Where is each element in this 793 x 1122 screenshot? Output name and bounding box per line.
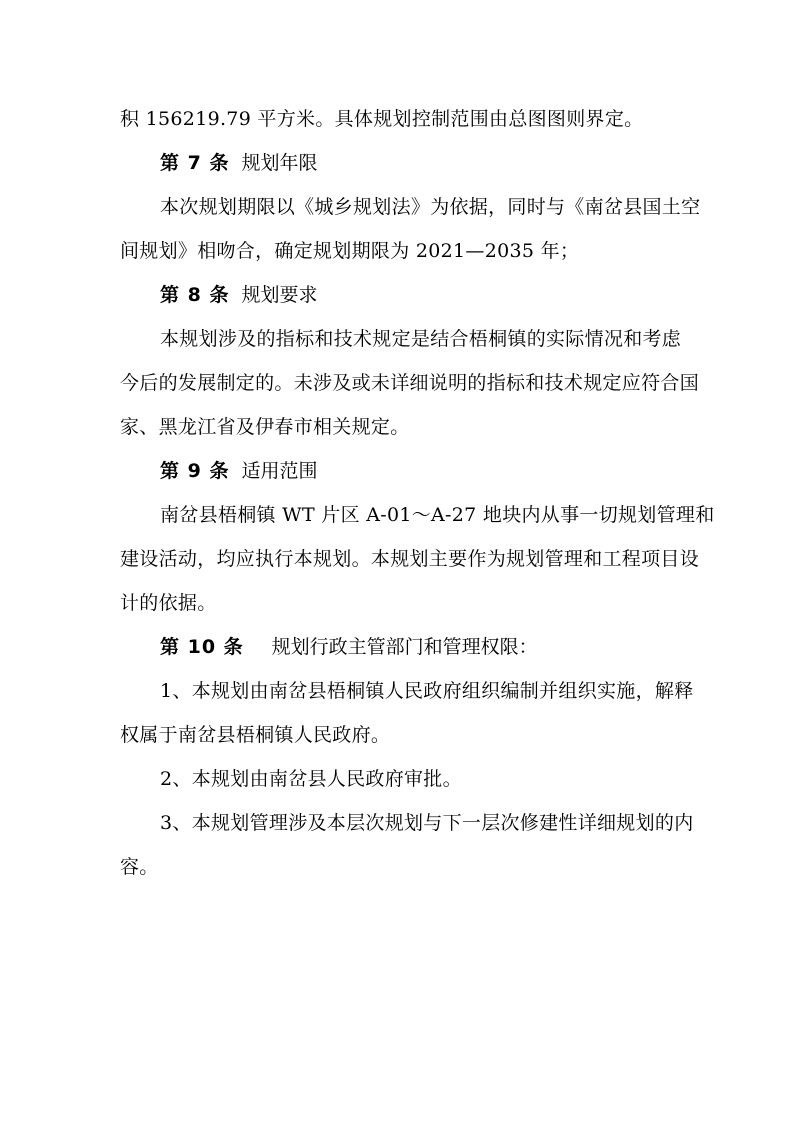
article-9-line-1: 南岔县梧桐镇 WT 片区 A-01～A-27 地块内从事一切规划管理和	[160, 504, 715, 526]
article-10-line-1: 1、本规划由南岔县梧桐镇人民政府组织编制并组织实施，解释	[160, 680, 694, 702]
article-8-label: 第 8 条	[160, 284, 230, 306]
article-7-line-1: 本次规划期限以《城乡规划法》为依据，同时与《南岔县国土空	[160, 196, 701, 218]
article-10-line-2: 权属于南岔县梧桐镇人民政府。	[120, 724, 391, 746]
article-8-line-2: 今后的发展制定的。未涉及或未详细说明的指标和技术规定应符合国	[120, 372, 700, 394]
article-8-title: 规划要求	[241, 284, 318, 306]
article-8-line-3: 家、黑龙江省及伊春市相关规定。	[120, 416, 410, 438]
article-10-heading	[160, 636, 538, 658]
intro-line: 积 156219.79 平方米。具体规划控制范围由总图图则界定。	[120, 108, 644, 130]
article-9-heading	[160, 460, 317, 482]
article-8-line-1: 本规划涉及的指标和技术规定是结合梧桐镇的实际情况和考虑	[160, 328, 682, 350]
article-10-line-5: 容。	[120, 856, 159, 878]
article-7-line-2: 间规划》相吻合，确定规划期限为 2021—2035 年；	[120, 240, 580, 262]
article-10-label: 第 10 条	[160, 636, 244, 658]
article-9-label: 第 9 条	[160, 460, 230, 482]
article-7-heading	[160, 152, 317, 174]
article-8-heading	[160, 284, 317, 306]
article-10-line-3: 2、本规划由南岔县人民政府审批。	[160, 768, 462, 790]
article-10-title: 规划行政主管部门和管理权限：	[271, 636, 538, 658]
article-7-label: 第 7 条	[160, 152, 230, 174]
article-10-line-4: 3、本规划管理涉及本层次规划与下一层次修建性详细规划的内	[160, 812, 694, 834]
article-9-title: 适用范围	[241, 460, 318, 482]
article-9-line-2: 建设活动，均应执行本规划。本规划主要作为规划管理和工程项目设	[120, 548, 700, 570]
article-7-title: 规划年限	[241, 152, 318, 174]
article-9-line-3: 计的依据。	[120, 592, 217, 614]
